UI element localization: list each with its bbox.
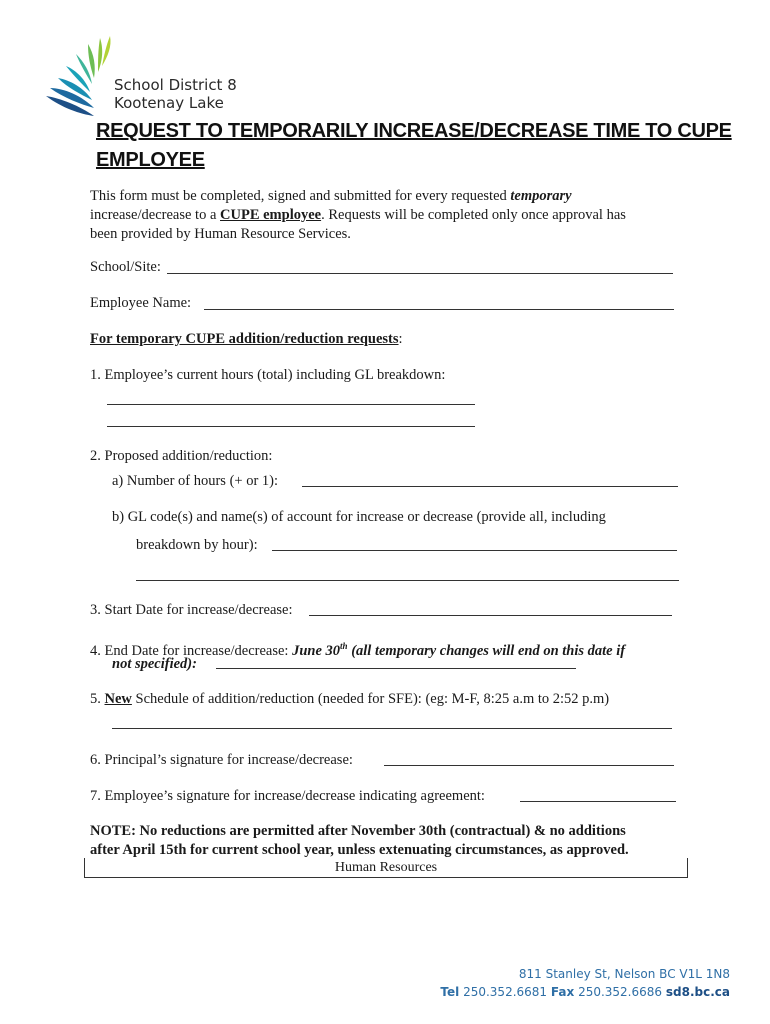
employee-name-label: Employee Name: — [90, 295, 192, 311]
item-2b-label-line-2: breakdown by hour): — [136, 537, 258, 553]
logo-line-2: Kootenay Lake — [114, 94, 224, 112]
footer-fax: 250.352.6686 — [578, 985, 663, 999]
human-resources-box — [84, 858, 688, 878]
employee-signature-field[interactable] — [520, 801, 676, 802]
intro-text: . Requests will be completed only once approval has — [321, 207, 626, 223]
item-6-label: 6. Principal’s signature for increase/decrease: — [90, 752, 353, 768]
employee-name-row — [90, 294, 191, 313]
item-2-label: 2. Proposed addition/reduction: — [90, 448, 273, 464]
school-site-label: School/Site: — [90, 259, 161, 275]
footer-address: 811 Stanley St, Nelson BC V1L 1N8 — [518, 967, 730, 981]
item-1-field-line-1[interactable] — [107, 404, 475, 405]
principal-signature-field[interactable] — [384, 765, 674, 766]
footer-url[interactable]: sd8.bc.ca — [665, 985, 730, 999]
footer-contact — [310, 983, 730, 1001]
item-5-new: New — [104, 691, 132, 707]
footer-tel-label: Tel — [440, 985, 460, 999]
item-7-label: 7. Employee’s signature for increase/decrease indicating agreement: — [90, 788, 485, 804]
intro-emphasis-temporary: temporary — [510, 188, 572, 204]
form-title — [96, 117, 732, 175]
item-3-field[interactable] — [309, 615, 672, 616]
item-2a-field[interactable] — [302, 486, 678, 487]
form-title-line-1: REQUEST TO TEMPORARILY INCREASE/DECREASE TIME TO CUPE — [96, 120, 732, 142]
item-1-field-line-2[interactable] — [107, 426, 475, 427]
logo-line-1: School District 8 — [114, 76, 237, 94]
intro-emphasis-cupe: CUPE employee — [220, 207, 322, 223]
item-2a-label: a) Number of hours (+ or 1): — [112, 473, 279, 489]
item-4-emphasis: (all temporary changes will end on this date if — [347, 642, 626, 659]
item-2b-field-line-2[interactable] — [136, 580, 679, 581]
logo-swoosh-icon — [40, 36, 114, 118]
footer-fax-label: Fax — [550, 985, 575, 999]
item-5-label — [90, 690, 609, 709]
employee-name-field[interactable] — [204, 309, 674, 310]
intro-text: increase/decrease to a — [90, 207, 221, 223]
item-2b-field-line-1[interactable] — [272, 550, 677, 551]
school-site-row — [90, 258, 161, 277]
footer — [310, 965, 730, 1001]
item-4-field[interactable] — [216, 668, 576, 669]
item-4-text: 4. End Date for increase/decrease: — [90, 642, 293, 659]
section-heading-text: For temporary CUPE addition/reduction requests — [90, 331, 399, 347]
note-line-2: after April 15th for current school year, unless extenuating circumstances, as approved. — [90, 842, 629, 858]
item-4-sup: th — [340, 641, 348, 651]
intro-paragraph — [90, 187, 670, 244]
form-title-line-2: EMPLOYEE — [96, 149, 205, 171]
section-heading — [90, 330, 403, 349]
intro-text: been provided by Human Resource Services. — [90, 226, 351, 242]
item-5-text: Schedule of addition/reduction (needed for SFE): (eg: M-F, 8:25 a.m to 2:52 p.m) — [131, 691, 610, 707]
item-5-field[interactable] — [112, 728, 672, 729]
school-district-logo — [40, 36, 240, 118]
item-1-label: 1. Employee’s current hours (total) including GL breakdown: — [90, 367, 446, 383]
item-2b-label-line-1: b) GL code(s) and name(s) of account for increase or decrease (provide all, including — [112, 509, 606, 525]
section-heading-colon: : — [398, 331, 403, 347]
footer-tel: 250.352.6681 — [463, 985, 548, 999]
item-3-label: 3. Start Date for increase/decrease: — [90, 602, 293, 618]
item-5-number: 5. — [90, 691, 105, 707]
intro-text: This form must be completed, signed and submitted for every requested — [90, 188, 511, 204]
item-4-not-specified: not specified): — [112, 656, 197, 672]
note-line-1: NOTE: No reductions are permitted after November 30th (contractual) & no additions — [90, 823, 626, 839]
note-block — [90, 822, 690, 860]
school-site-field[interactable] — [167, 273, 673, 274]
human-resources-label: Human Resources — [334, 860, 438, 875]
item-4-label-line-2 — [112, 655, 197, 674]
item-4-june-30: June 30 — [292, 642, 341, 659]
